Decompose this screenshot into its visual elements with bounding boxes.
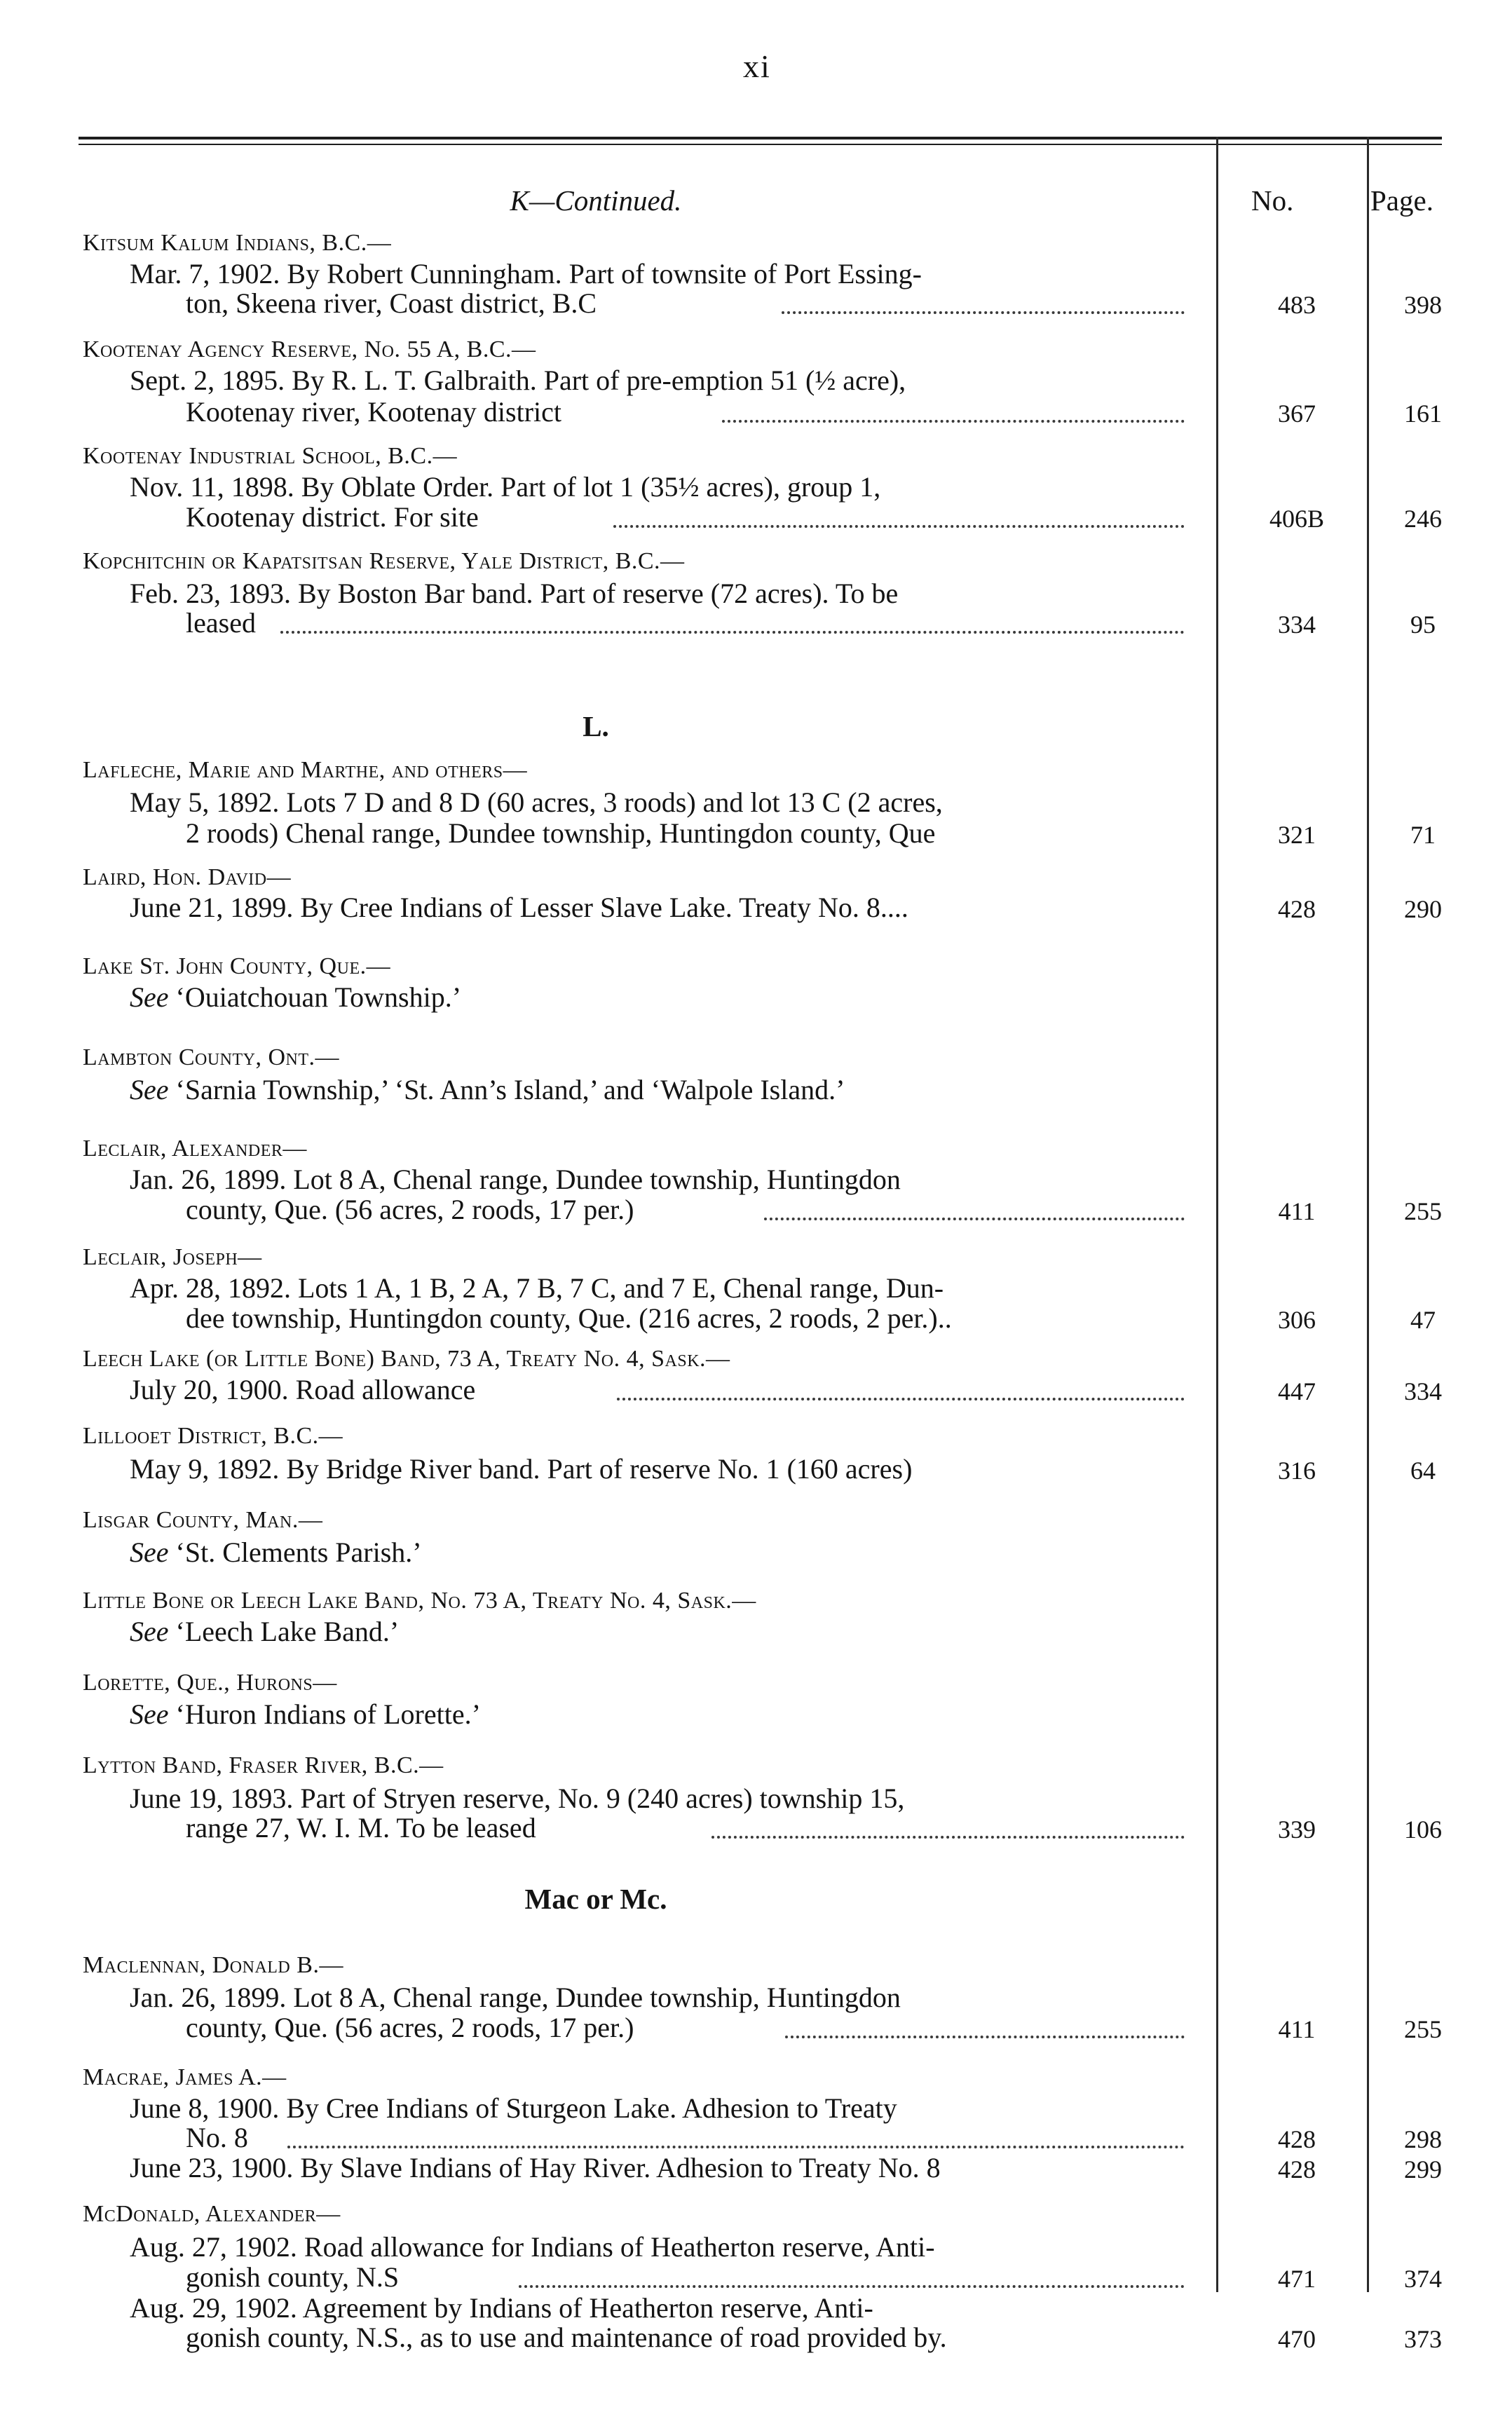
entry-line: June 8, 1900. By Cree Indians of Sturgeon Lake. Adhesion to Treaty [130, 2092, 897, 2124]
entry-heading: Kitsum Kalum Indians, B.C.— [83, 230, 392, 256]
entry-heading: Lillooet District, B.C.— [83, 1423, 343, 1449]
entry-line: range 27, W. I. M. To be leased [186, 1812, 536, 1844]
see-label: See [130, 1074, 176, 1105]
page-reference: 71 [1410, 821, 1436, 849]
document-number: 406B [1269, 505, 1324, 533]
document-number: 471 [1278, 2265, 1316, 2293]
entry-line: May 5, 1892. Lots 7 D and 8 D (60 acres, 3 roods) and lot 13 C (2 acres, [130, 786, 943, 818]
page-reference: 299 [1404, 2155, 1442, 2183]
see-reference: ‘Ouiatchouan Township.’ [175, 981, 462, 1013]
leader-dots [711, 1836, 1185, 1839]
entry-line [130, 1074, 845, 1106]
see-label: See [130, 981, 176, 1013]
document-number: 306 [1278, 1306, 1316, 1334]
entry-line: gonish county, N.S [186, 2261, 400, 2293]
entry-line: leased [186, 607, 256, 639]
entry-line: Apr. 28, 1892. Lots 1 A, 1 B, 2 A, 7 B, 7 C, and 7 E, Chenal range, Dun- [130, 1272, 944, 1304]
entry-line: county, Que. (56 acres, 2 roods, 17 per.) [186, 1194, 634, 1225]
page-reference: 374 [1404, 2265, 1442, 2293]
page-reference: 398 [1404, 291, 1442, 319]
entry-line: dee township, Huntingdon county, Que. (216 acres, 2 roods, 2 per.).. [186, 1302, 952, 1334]
entry-line: gonish county, N.S., as to use and maintenance of road provided by. [186, 2322, 947, 2353]
leader-dots [287, 2146, 1185, 2148]
leader-dots [782, 311, 1185, 314]
document-number: 411 [1278, 1197, 1316, 1225]
page-number: xi [743, 48, 771, 84]
page-reference: 64 [1410, 1457, 1436, 1485]
entry-line: July 20, 1900. Road allowance [130, 1374, 476, 1405]
see-label: See [130, 1698, 176, 1730]
entry-line: Kootenay river, Kootenay district [186, 396, 562, 428]
entry-heading: McDonald, Alexander— [83, 2201, 341, 2227]
entry-heading: Leclair, Joseph— [83, 1244, 262, 1270]
entry-heading: Lisgar County, Man.— [83, 1507, 323, 1533]
page-reference: 334 [1404, 1377, 1442, 1405]
entry-line [130, 1616, 399, 1648]
document-number: 321 [1278, 821, 1316, 849]
entry-line: county, Que. (56 acres, 2 roods, 17 per.) [186, 2012, 634, 2043]
column-header-page: Page. [1370, 184, 1433, 217]
entry-heading: Kootenay Industrial School, B.C.— [83, 443, 458, 469]
see-reference: ‘Huron Indians of Lorette.’ [175, 1698, 481, 1730]
page-reference: 95 [1410, 611, 1436, 639]
entry-line: June 23, 1900. By Slave Indians of Hay River. Adhesion to Treaty No. 8 [130, 2152, 941, 2183]
see-label: See [130, 1536, 176, 1568]
leader-dots [785, 2036, 1185, 2038]
see-reference: ‘St. Clements Parish.’ [175, 1536, 422, 1568]
column-header-no: No. [1251, 184, 1294, 217]
document-number: 411 [1278, 2015, 1316, 2043]
entry-line: June 21, 1899. By Cree Indians of Lesser Slave Lake. Treaty No. 8.... [130, 892, 908, 923]
entry-line: Mar. 7, 1902. By Robert Cunningham. Part of townsite of Port Essing- [130, 258, 922, 289]
entry-line: No. 8 [186, 2122, 248, 2153]
entry-heading: Kootenay Agency Reserve, No. 55 A, B.C.— [83, 336, 536, 362]
see-reference: ‘Sarnia Township,’ ‘St. Ann’s Island,’ and ‘Walpole Island.’ [175, 1074, 845, 1105]
entry-heading: Lorette, Que., Hurons— [83, 1670, 337, 1696]
page-reference: 161 [1404, 400, 1442, 428]
document-number: 447 [1278, 1377, 1316, 1405]
entry-line: Feb. 23, 1893. By Boston Bar band. Part of reserve (72 acres). To be [130, 578, 899, 609]
page-reference: 47 [1410, 1306, 1436, 1334]
header-rule [79, 137, 1442, 139]
entry-line: 2 roods) Chenal range, Dundee township, Huntingdon county, Que [186, 817, 936, 849]
entry-heading: Laird, Hon. David— [83, 864, 292, 890]
page-reference: 298 [1404, 2125, 1442, 2153]
document-number: 483 [1278, 291, 1316, 319]
document-number: 428 [1278, 2125, 1316, 2153]
entry-line: ton, Skeena river, Coast district, B.C [186, 287, 597, 319]
entry-heading: Lafleche, Marie and Marthe, and others— [83, 757, 528, 783]
section-heading-l: L. [583, 710, 609, 742]
entry-line: Sept. 2, 1895. By R. L. T. Galbraith. Part of pre-emption 51 (½ acre), [130, 364, 906, 396]
entry-line: Jan. 26, 1899. Lot 8 A, Chenal range, Dundee township, Huntingdon [130, 1982, 901, 2013]
entry-heading: Lytton Band, Fraser River, B.C.— [83, 1752, 444, 1778]
page-reference: 290 [1404, 895, 1442, 923]
leader-dots [764, 1218, 1185, 1220]
entry-heading: Lambton County, Ont.— [83, 1044, 340, 1070]
leader-dots [280, 631, 1185, 634]
entry-line: Nov. 11, 1898. By Oblate Order. Part of lot 1 (35½ acres), group 1, [130, 471, 881, 503]
leader-dots [617, 1398, 1185, 1400]
leader-dots [613, 525, 1185, 528]
page-reference: 246 [1404, 505, 1442, 533]
document-number: 367 [1278, 400, 1316, 428]
page-reference: 373 [1404, 2325, 1442, 2353]
document-number: 334 [1278, 611, 1316, 639]
entry-line: June 19, 1893. Part of Stryen reserve, No. 9 (240 acres) township 15, [130, 1783, 905, 1814]
entry-line [130, 981, 461, 1014]
see-reference: ‘Leech Lake Band.’ [175, 1616, 400, 1647]
document-number: 316 [1278, 1457, 1316, 1485]
document-number: 470 [1278, 2325, 1316, 2353]
section-heading-k: K—Continued. [510, 184, 682, 217]
column-divider-page [1367, 137, 1369, 2292]
column-divider-no [1216, 137, 1218, 2292]
entry-line: Aug. 29, 1902. Agreement by Indians of Heatherton reserve, Anti- [130, 2292, 873, 2324]
entry-heading: Lake St. John County, Que.— [83, 953, 391, 979]
entry-line: Jan. 26, 1899. Lot 8 A, Chenal range, Dundee township, Huntingdon [130, 1164, 901, 1195]
entry-heading: Leclair, Alexander— [83, 1136, 307, 1161]
entry-heading: Kopchitchin or Kapatsitsan Reserve, Yale District, B.C.— [83, 548, 685, 574]
entry-line [130, 1698, 481, 1731]
entry-line: Aug. 27, 1902. Road allowance for Indians of Heatherton reserve, Anti- [130, 2231, 935, 2263]
section-heading-mac: Mac or Mc. [524, 1883, 667, 1915]
document-number: 428 [1278, 895, 1316, 923]
entry-heading: Maclennan, Donald B.— [83, 1952, 343, 1978]
entry-line [130, 1536, 422, 1569]
entry-heading: Leech Lake (or Little Bone) Band, 73 A, Treaty No. 4, Sask.— [83, 1346, 730, 1372]
entry-line: May 9, 1892. By Bridge River band. Part of reserve No. 1 (160 acres) [130, 1453, 913, 1485]
document-number: 428 [1278, 2155, 1316, 2183]
document-number: 339 [1278, 1815, 1316, 1844]
leader-dots [519, 2285, 1185, 2288]
entry-heading: Little Bone or Leech Lake Band, No. 73 A, Treaty No. 4, Sask.— [83, 1588, 756, 1614]
page-reference: 255 [1404, 2015, 1442, 2043]
page-reference: 255 [1404, 1197, 1442, 1225]
leader-dots [722, 420, 1185, 423]
entry-heading: Macrae, James A.— [83, 2064, 287, 2090]
entry-line: Kootenay district. For site [186, 501, 479, 533]
see-label: See [130, 1616, 176, 1647]
header-rule-secondary [79, 144, 1442, 145]
page-reference: 106 [1404, 1815, 1442, 1844]
